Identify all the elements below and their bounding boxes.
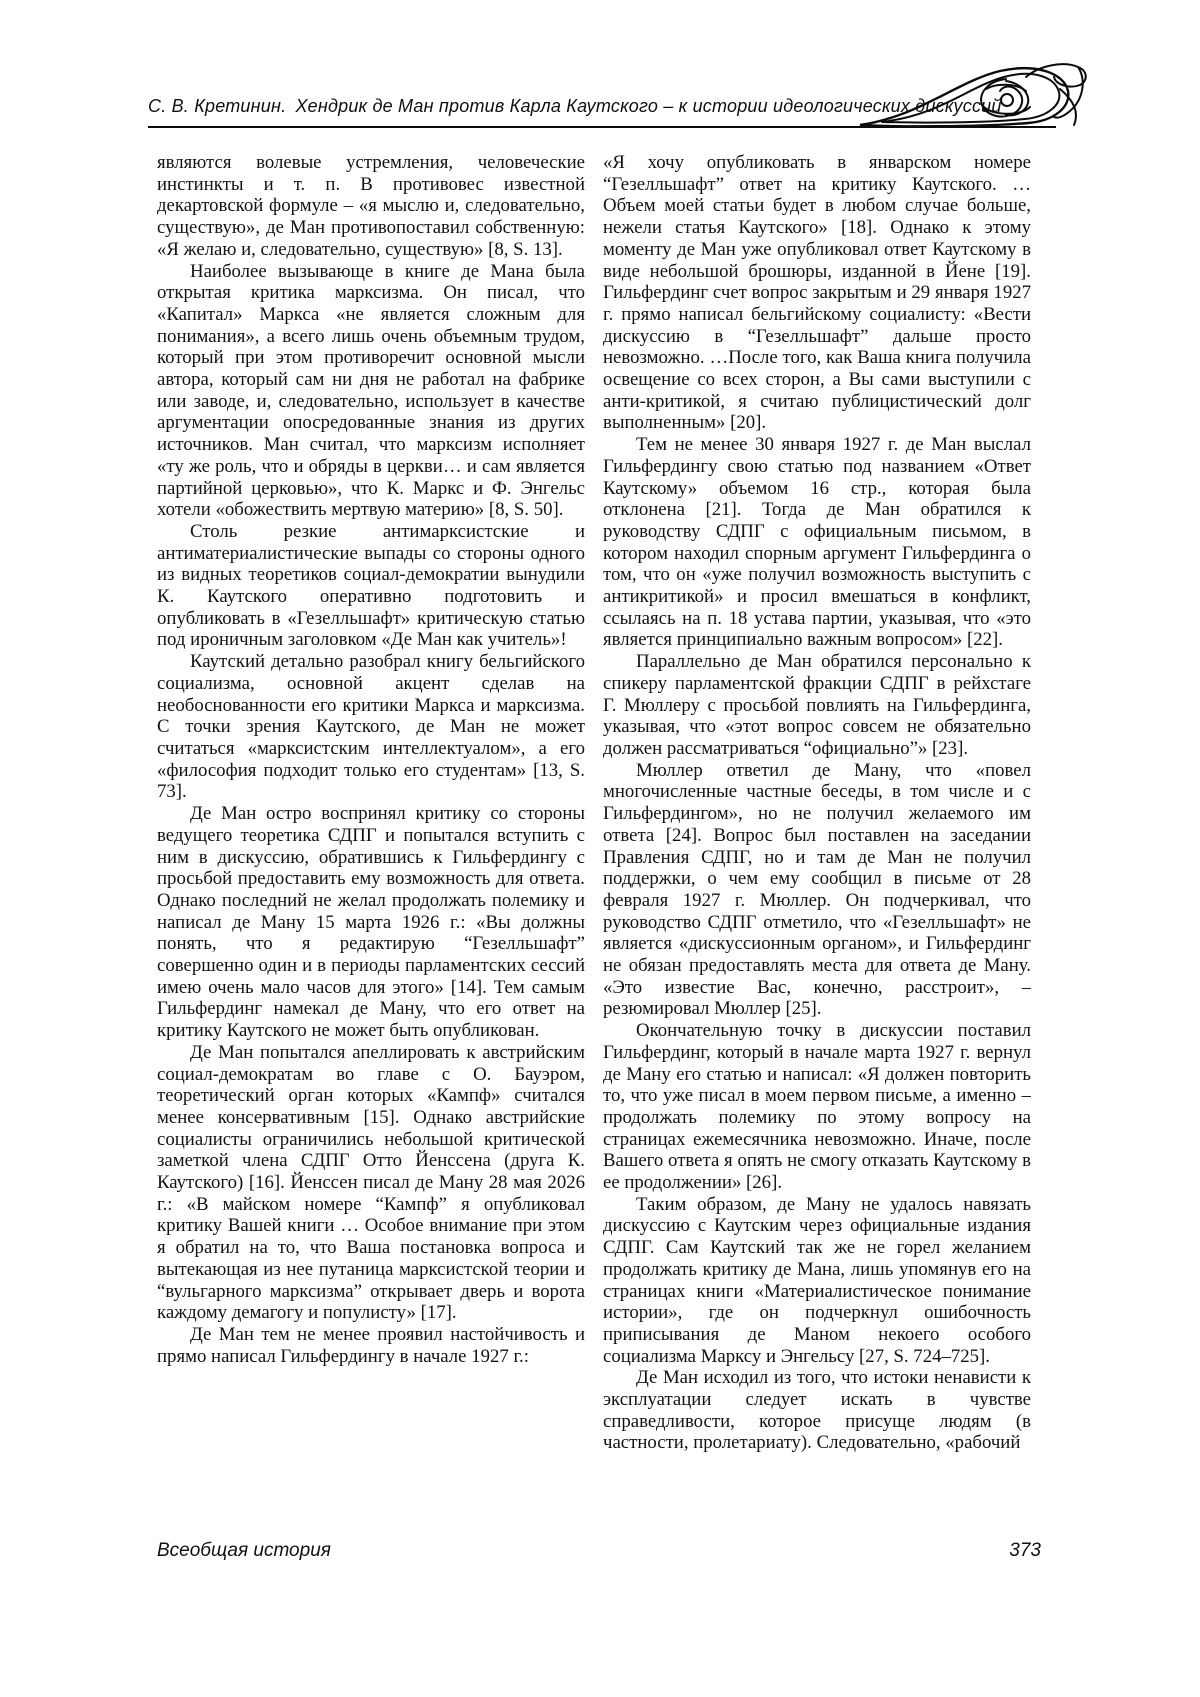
paragraph: Наиболее вызывающе в книге де Мана была открытая критика марксизма. Он писал, что «Капитал» Маркса «не является сложным для понимания», а всего лишь очень объемным трудом, который при этом противоречит основной мысли автора, который сам ни дня не работал на фабрике или заводе, и, следовательно, использует в качестве аргументации опосредованные знания из других источников. Ман считал, что марксизм исполняет «ту же роль, что и обряды в церкви… и сам является партийной церковью», что К. Маркс и Ф. Энгельс хотели «обожествить мертвую материю» [8, S. 50]. <box>157 260 585 521</box>
paragraph: Окончательную точку в дискуссии поставил Гильфердинг, который в начале марта 1927 г. вернул де Ману его статью и написал: «Я должен повторить то, что уже писал в моем первом письме, а именно – продолжать полемику по этому вопросу на страницах ежемесячника невозможно. Иначе, после Вашего ответа я опять не смогу отказать Каутскому в ее продолжении» [26]. <box>603 1020 1031 1194</box>
paragraph: Каутский детально разобрал книгу бельгийского социализма, основной акцент сделав на необоснованности его критики Маркса и марксизма. С точки зрения Каутского, де Ман не может считаться «марксистским интеллектуалом», а его «философия подходит только его студентам» [13, S. 73]. <box>157 651 585 803</box>
flower-flourish-icon <box>858 58 1094 134</box>
paragraph: являются волевые устремления, человеческие инстинкты и т. п. В противовес известной декартовской формуле – «я мыслю и, следовательно, существую», де Ман противопоставил собственную: «Я желаю и, следовательно, существую» [8, S. 13]. <box>157 152 585 260</box>
column-right <box>603 152 1031 1454</box>
running-title: С. В. Кретинин. Хендрик де Ман против Карла Каутского – к истории идеологических дискуссий <box>148 96 1002 116</box>
paragraph: Де Ман тем не менее проявил настойчивость и прямо написал Гильфердингу в начале 1927 г.: <box>157 1323 585 1367</box>
page-number: 373 <box>1009 1540 1041 1561</box>
page-footer <box>157 1540 1041 1562</box>
column-left <box>157 152 585 1454</box>
paragraph: Параллельно де Ман обратился персонально к спикеру парламентской фракции СДПГ в рейхстаге Г. Мюллеру с просьбой повлиять на Гильфердинга, указывая, что «этот вопрос совсем не обязательно должен рассматриваться “официально”» [23]. <box>603 651 1031 759</box>
paragraph: Таким образом, де Ману не удалось навязать дискуссию с Каутским через официальные издания СДПГ. Сам Каутский так же не горел желанием продолжать критику де Мана, лишь упомянув его на страницах книги «Материалистическое понимание истории», где он подчеркнул ошибочность приписывания де Маном некоего особого социализма Марксу и Энгельсу [27, S. 724–725]. <box>603 1193 1031 1367</box>
paragraph: Де Ман остро воспринял критику со стороны ведущего теоретика СДПГ и попытался вступить с ним в дискуссию, обратившись к Гильфердингу с просьбой предоставить ему возможность для ответа. Однако последний не желал продолжать полемику и написал де Ману 15 марта 1926 г.: «Вы должны понять, что я редактирую “Гезелльшафт” совершенно один и в периоды парламентских сессий имею очень мало часов для этого» [14]. Тем самым Гильфердинг намекал де Ману, что его ответ на критику Каутского не может быть опубликован. <box>157 803 585 1042</box>
paragraph: Мюллер ответил де Ману, что «повел многочисленные частные беседы, в том числе и с Гильфердингом», но не получил желаемого им ответа [24]. Вопрос был поставлен на заседании Правления СДПГ, но и там де Ман не получил поддержки, о чем ему сообщил в письме от 28 февраля 1927 г. Мюллер. Он подчеркивал, что руководство СДПГ отметило, что «Гезелльшафт» не является «дискуссионным органом», и Гильфердинг не обязан предоставлять места для ответа де Ману. «Это известие Вас, конечно, расстроит», – резюмировал Мюллер [25]. <box>603 759 1031 1020</box>
article-body <box>157 152 1031 1454</box>
paragraph: «Я хочу опубликовать в январском номере “Гезелльшафт” ответ на критику Каутского. … Объем моей статьи будет в любом случае больше, нежели статья Каутского» [18]. Однако к этому моменту де Ман уже опубликовал ответ Каутскому в виде небольшой брошюры, изданной в Йене [19]. Гильфердинг счет вопрос закрытым и 29 января 1927 г. прямо написал бельгийскому социалисту: «Вести дискуссию в “Гезелльшафт” дальше просто невозможно. …После того, как Ваша книга получила освещение со всех сторон, а Вы сами выступили с анти-критикой, я считаю публицистический долг выполненным» [20]. <box>603 152 1031 434</box>
paragraph: Де Ман исходил из того, что истоки ненависти к эксплуатации следует искать в чувстве справедливости, которое присуще людям (в частности, пролетариату). Следовательно, «рабочий <box>603 1367 1031 1454</box>
journal-section-label: Всеобщая история <box>157 1540 331 1561</box>
paragraph: Тем не менее 30 января 1927 г. де Ман выслал Гильфердингу свою статью под названием «Ответ Каутскому» объемом 16 стр., которая была отклонена [21]. Тогда де Ман обратился к руководству СДПГ с официальным письмом, в котором находил спорным аргумент Гильфердинга о том, что он «уже получил возможность выступить с антикритикой» и просил вмешаться в конфликт, ссылаясь на п. 18 устава партии, указывая, что «это является принципиально важным вопросом» [22]. <box>603 434 1031 651</box>
paragraph: Де Ман попытался апеллировать к австрийским социал-демократам во главе с О. Бауэром, теоретический орган которых «Кампф» считался менее консервативным [15]. Однако австрийские социалисты ограничились небольшой критической заметкой члена СДПГ Отто Йенссена (друга К. Каутского) [16]. Йенссен писал де Ману 28 мая 2026 г.: «В майском номере “Кампф” я опубликовал критику Вашей книги … Особое внимание при этом я обратил на то, что Ваша постановка вопроса и вытекающая из нее путаница марксистской теории и “вульгарного марксизма” открывает дверь и ворота каждому демагогу и популисту» [17]. <box>157 1041 585 1324</box>
paragraph: Столь резкие антимарксистские и антиматериалистические выпады со стороны одного из видных теоретиков социал-демократии вынудили К. Каутского оперативно подготовить и опубликовать в «Гезелльшафт» критическую статью под ироничным заголовком «Де Ман как учитель»! <box>157 520 585 651</box>
